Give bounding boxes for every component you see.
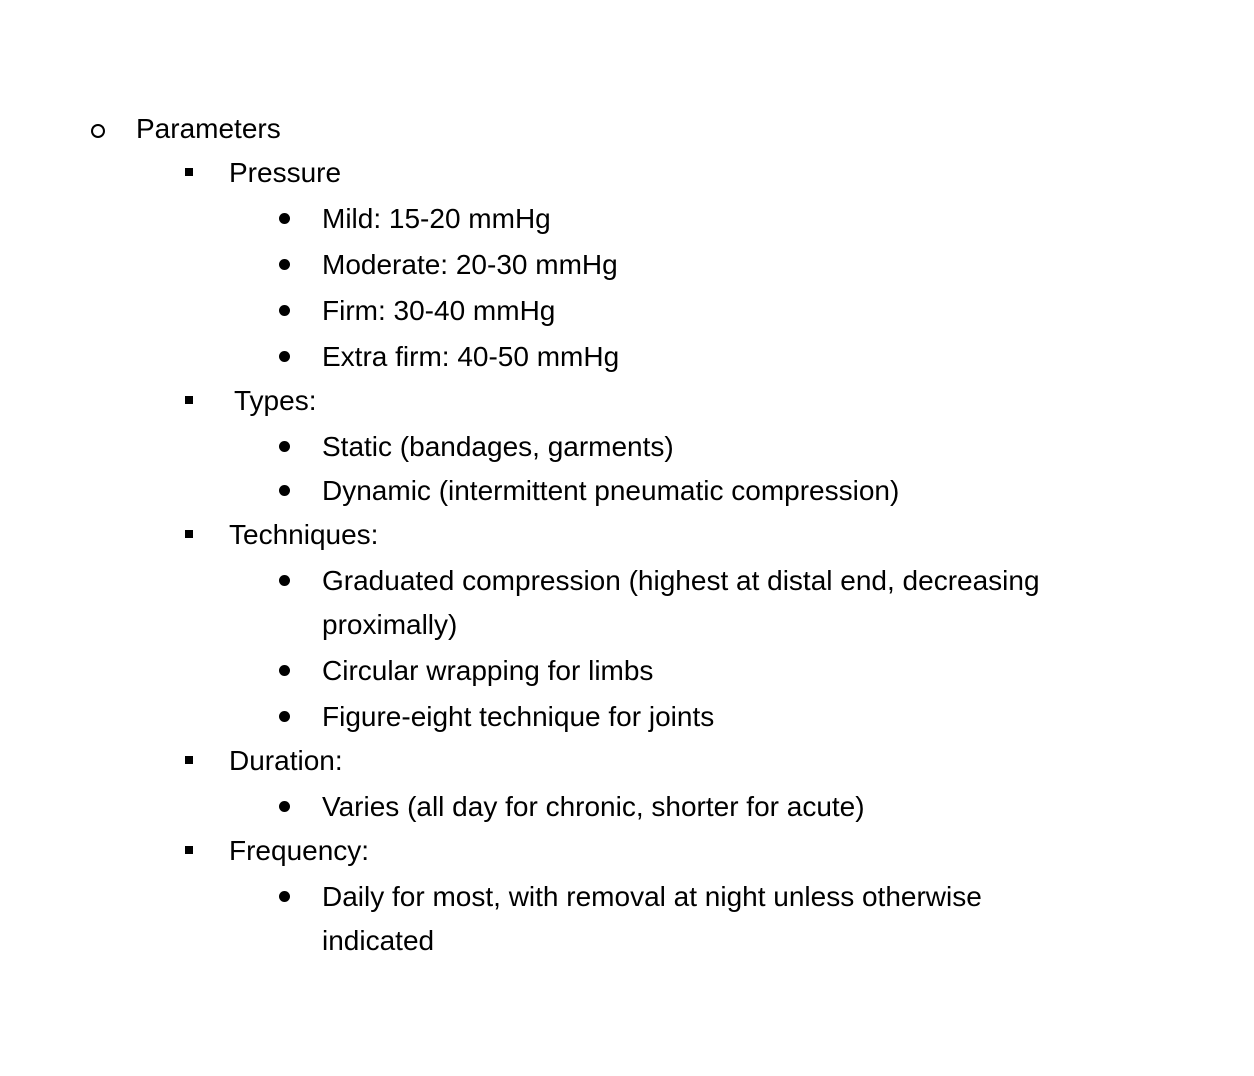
frequency-item-continued: indicated bbox=[322, 925, 435, 956]
dot-bullet-icon bbox=[279, 305, 290, 316]
square-bullet-icon bbox=[185, 168, 193, 176]
duration-label: Duration: bbox=[229, 745, 343, 776]
square-bullet-icon bbox=[185, 530, 193, 538]
dot-bullet-icon bbox=[279, 351, 290, 362]
techniques-label: Techniques: bbox=[229, 519, 379, 550]
dot-bullet-icon bbox=[279, 711, 290, 722]
techniques-item: Graduated compression (highest at distal end, decreasing bbox=[322, 565, 1040, 596]
square-bullet-icon bbox=[185, 756, 193, 764]
circle-bullet-icon bbox=[91, 124, 105, 138]
dot-bullet-icon bbox=[279, 891, 290, 902]
frequency-label: Frequency: bbox=[229, 835, 370, 866]
types-label: Types: bbox=[234, 385, 317, 416]
pressure-label: Pressure bbox=[229, 157, 342, 188]
pressure-item: Mild: 15-20 mmHg bbox=[322, 203, 551, 234]
dot-bullet-icon bbox=[279, 575, 290, 586]
dot-bullet-icon bbox=[279, 665, 290, 676]
techniques-item: Circular wrapping for limbs bbox=[322, 655, 654, 686]
types-item: Dynamic (intermittent pneumatic compression) bbox=[322, 475, 900, 506]
pressure-item: Extra firm: 40-50 mmHg bbox=[322, 341, 620, 372]
square-bullet-icon bbox=[185, 396, 193, 404]
dot-bullet-icon bbox=[279, 259, 290, 270]
frequency-item: Daily for most, with removal at night unless otherwise bbox=[322, 881, 982, 912]
techniques-item-continued: proximally) bbox=[322, 609, 458, 640]
pressure-item: Moderate: 20-30 mmHg bbox=[322, 249, 618, 280]
dot-bullet-icon bbox=[279, 801, 290, 812]
duration-item: Varies (all day for chronic, shorter for acute) bbox=[322, 791, 865, 822]
pressure-item: Firm: 30-40 mmHg bbox=[322, 295, 556, 326]
dot-bullet-icon bbox=[279, 485, 290, 496]
outline-heading: Parameters bbox=[136, 113, 281, 144]
square-bullet-icon bbox=[185, 846, 193, 854]
dot-bullet-icon bbox=[279, 441, 290, 452]
techniques-item: Figure-eight technique for joints bbox=[322, 701, 715, 732]
types-item: Static (bandages, garments) bbox=[322, 431, 674, 462]
dot-bullet-icon bbox=[279, 213, 290, 224]
